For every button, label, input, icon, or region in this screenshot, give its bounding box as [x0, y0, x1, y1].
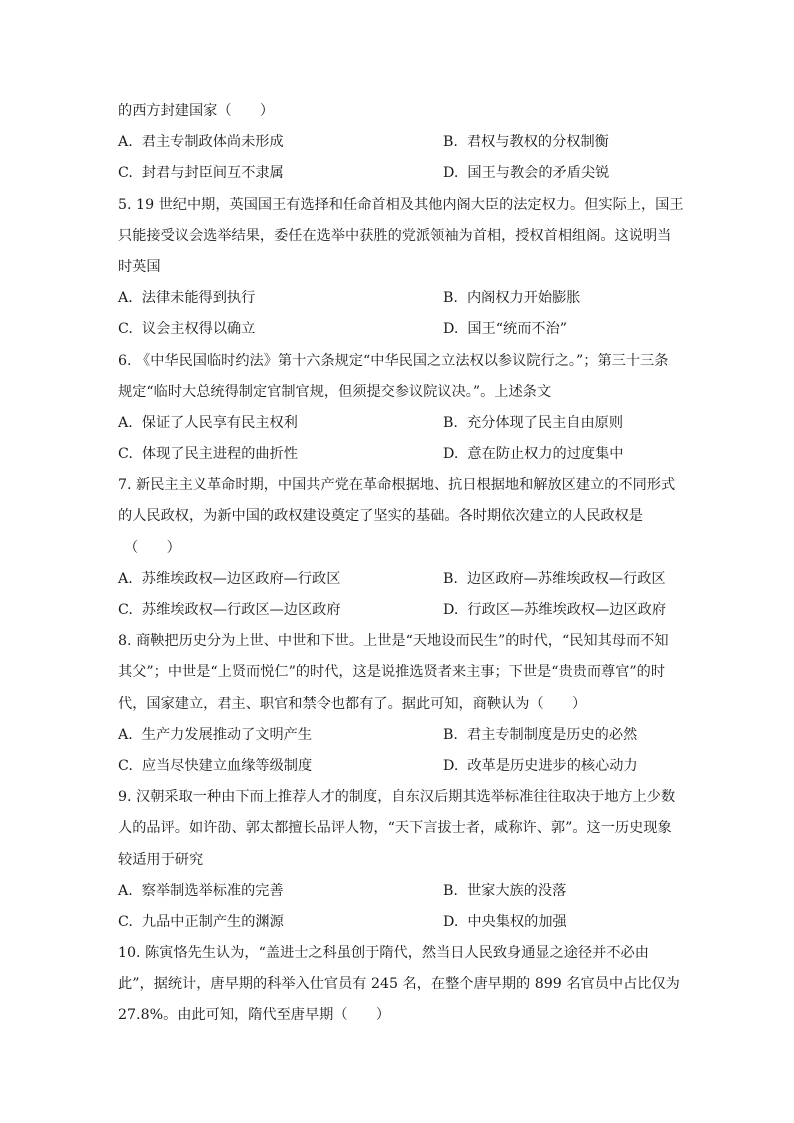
question-stem-line: 5. 19 世纪中期，英国国王有选择和任命首相及其他内阁大臣的法定权力。但实际上，国王: [118, 196, 684, 213]
question-stem-line: 10. 陈寅恪先生认为，“盖进士之科虽创于隋代，然当日人民致身通显之途径并不必由: [118, 945, 649, 962]
option-c[interactable]: C. 苏维埃政权—行政区—边区政府: [118, 602, 341, 618]
option-c[interactable]: C. 议会主权得以确立: [118, 321, 256, 338]
option-b[interactable]: B. 内阁权力开始膨胀: [443, 290, 581, 307]
question-stem-line: 此”，据统计，唐早期的科举入仕官员有 245 名，在整个唐早期的 899 名官员中占比仅为: [118, 976, 680, 993]
question-4-tail: [118, 96, 678, 190]
option-a[interactable]: A. 法律未能得到执行: [118, 290, 256, 307]
question-stem-line: 较适用于研究: [118, 851, 204, 868]
question-stem-line: 8. 商鞅把历史分为上世、中世和下世。上世是“天地设而民生”的时代，“民知其母而不知: [118, 633, 669, 650]
options-row: [118, 439, 678, 470]
option-a[interactable]: A. 察举制选举标准的完善: [118, 882, 284, 899]
question-stem-line: 27.8%。由此可知，隋代至唐早期（ ）: [118, 1007, 391, 1024]
options-row: [118, 595, 678, 626]
option-a[interactable]: A. 苏维埃政权—边区政府—行政区: [118, 570, 341, 587]
question-stem-line: 代，国家建立，君主、职官和禁令也都有了。据此可知，商鞅认为（ ）: [118, 695, 587, 712]
option-b[interactable]: B. 君权与教权的分权制衡: [443, 134, 609, 151]
question-stem-line: 9. 汉朝采取一种由下而上推荐人才的制度，自东汉后期其选举标准往往取决于地方上少数: [118, 789, 676, 806]
option-b[interactable]: B. 充分体现了民主自由原则: [443, 414, 624, 431]
question-stem-line: 7. 新民主主义革命时期，中国共产党在革命根据地、抗日根据地和解放区建立的不同形式: [118, 477, 676, 494]
question-stem-line: 规定“临时大总统得制定官制官规，但须提交参议院议决。”。上述条文: [118, 383, 552, 400]
option-a[interactable]: A. 生产力发展推动了文明产生: [118, 726, 313, 743]
options-row: [118, 408, 678, 439]
option-d[interactable]: D. 中央集权的加强: [443, 913, 567, 930]
question-stem-line: 人的品评。如许劭、郭太都擅长品评人物，“天下言拔士者，咸称许、郭”。这一历史现象: [118, 820, 672, 837]
question-stem-line: 6. 《中华民国临时约法》第十六条规定“中华民国之立法权以参议院行之。”；第三十三条: [118, 352, 669, 369]
question-10: [118, 938, 678, 1032]
option-c[interactable]: C. 应当尽快建立血缘等级制度: [118, 757, 313, 774]
option-a[interactable]: A. 保证了人民享有民主权利: [118, 414, 298, 431]
question-stem-line: 的人民政权，为新中国的政权建设奠定了坚实的基础。各时期依次建立的人民政权是: [118, 508, 643, 525]
question-9: [118, 782, 678, 938]
options-row: [118, 158, 678, 189]
options-row: [118, 751, 678, 782]
options-row: [118, 283, 678, 314]
question-stem-line: 只能接受议会选举结果，委任在选举中获胜的党派领袖为首相，授权首相组阁。这说明当: [118, 227, 672, 244]
options-row: [118, 127, 678, 158]
options-row: [118, 314, 678, 345]
option-d[interactable]: D. 改革是历史进步的核心动力: [443, 757, 638, 774]
question-6: [118, 346, 678, 471]
options-row: [118, 564, 678, 595]
question-7: [118, 470, 678, 626]
option-d[interactable]: D. 国王与教会的矛盾尖锐: [443, 165, 610, 182]
option-a[interactable]: A. 君主专制政体尚未形成: [118, 134, 284, 151]
question-stem-line: 其父”；中世是“上贤而悦仁”的时代，这是说推选贤者来主事；下世是“贵贵而尊官”的时: [118, 664, 666, 681]
question-8: [118, 626, 678, 782]
options-row: [118, 907, 678, 938]
option-b[interactable]: B. 君主专制制度是历史的必然: [443, 726, 638, 743]
options-row: [118, 876, 678, 907]
option-d[interactable]: D. 国王“统而不治”: [443, 321, 568, 338]
option-b[interactable]: B. 边区政府—苏维埃政权—行政区: [443, 570, 666, 587]
options-row: [118, 720, 678, 751]
option-b[interactable]: B. 世家大族的没落: [443, 882, 567, 899]
question-stem-line: 的西方封建国家（ ）: [118, 103, 275, 119]
option-d[interactable]: D. 意在防止权力的过度集中: [443, 446, 624, 463]
answer-bracket: （ ）: [124, 539, 181, 556]
question-5: [118, 190, 684, 346]
option-d[interactable]: D. 行政区—苏维埃政权—边区政府: [443, 602, 667, 618]
option-c[interactable]: C. 体现了民主进程的曲折性: [118, 446, 298, 463]
option-c[interactable]: C. 九品中正制产生的渊源: [118, 913, 284, 930]
question-stem-line: 时英国: [118, 258, 161, 275]
question-list: [118, 96, 684, 1032]
option-c[interactable]: C. 封君与封臣间互不隶属: [118, 165, 284, 182]
